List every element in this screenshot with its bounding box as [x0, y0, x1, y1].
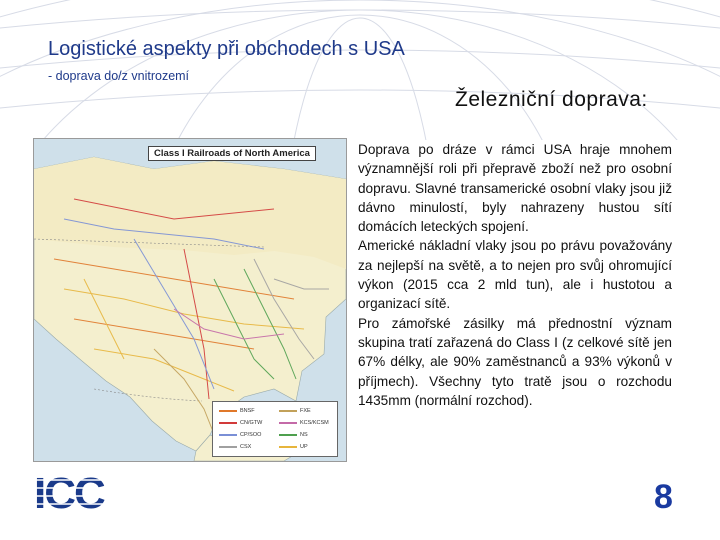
page-number: 8: [654, 478, 673, 516]
slide-subtitle: - doprava do/z vnitrozemí: [48, 69, 190, 83]
paragraph: Pro zámořské zásilky má přednostní význam skupina tratí zařazená do Class I (z celkové sítě jen 67% délky, ale 90% zaměstnanců a 93% výkonů v příjmech). Všechny tyto tratě jsou o rozchodu 1435mm (normální rozchod).: [358, 315, 672, 408]
railroad-map: [33, 138, 347, 462]
map-legend: [212, 401, 338, 457]
legend-item: [279, 444, 308, 450]
legend-item: [219, 408, 255, 414]
legend-swatch: [279, 446, 297, 448]
paragraph: Doprava po dráze v rámci USA hraje mnohem významnější roli při přepravě zboží než pro osobní dopravu. Slavné transamerické osobní vlaky jsou již dávno minulostí, byly nahrazeny hustou sítí domácích leteckých spojení.: [358, 142, 672, 235]
legend-swatch: [219, 434, 237, 436]
map-title: Class I Railroads of North America: [148, 146, 316, 161]
legend-swatch: [219, 410, 237, 412]
legend-label: CP/SOO: [240, 432, 262, 438]
legend-swatch: [219, 422, 237, 424]
legend-item: [279, 432, 308, 438]
legend-label: NS: [300, 432, 308, 438]
legend-item: [279, 408, 311, 414]
legend-item: [219, 432, 261, 438]
legend-label: BNSF: [240, 408, 255, 414]
legend-label: CN/GTW: [240, 420, 263, 426]
legend-swatch: [279, 434, 297, 436]
legend-swatch: [279, 422, 297, 424]
icc-logo: [34, 470, 126, 516]
legend-label: CSX: [240, 444, 252, 450]
legend-label: KCS/KCSM: [300, 420, 329, 426]
legend-item: [219, 420, 262, 426]
legend-item: [219, 444, 251, 450]
legend-label: UP: [300, 444, 308, 450]
legend-swatch: [279, 410, 297, 412]
logo-text: ICC: [34, 470, 104, 516]
section-heading: Železniční doprava:: [455, 88, 648, 111]
legend-swatch: [219, 446, 237, 448]
legend-item: [279, 420, 329, 426]
body-text: [358, 140, 672, 410]
slide-title: Logistické aspekty při obchodech s USA: [48, 38, 405, 60]
paragraph: Americké nákladní vlaky jsou po právu považovány za nejlepší na světě, a to nejen pro svůj ohromující výkon (2015 cca 2 mld tun), ale i hustotou a organizací sítě.: [358, 238, 672, 312]
legend-label: FXE: [300, 408, 311, 414]
